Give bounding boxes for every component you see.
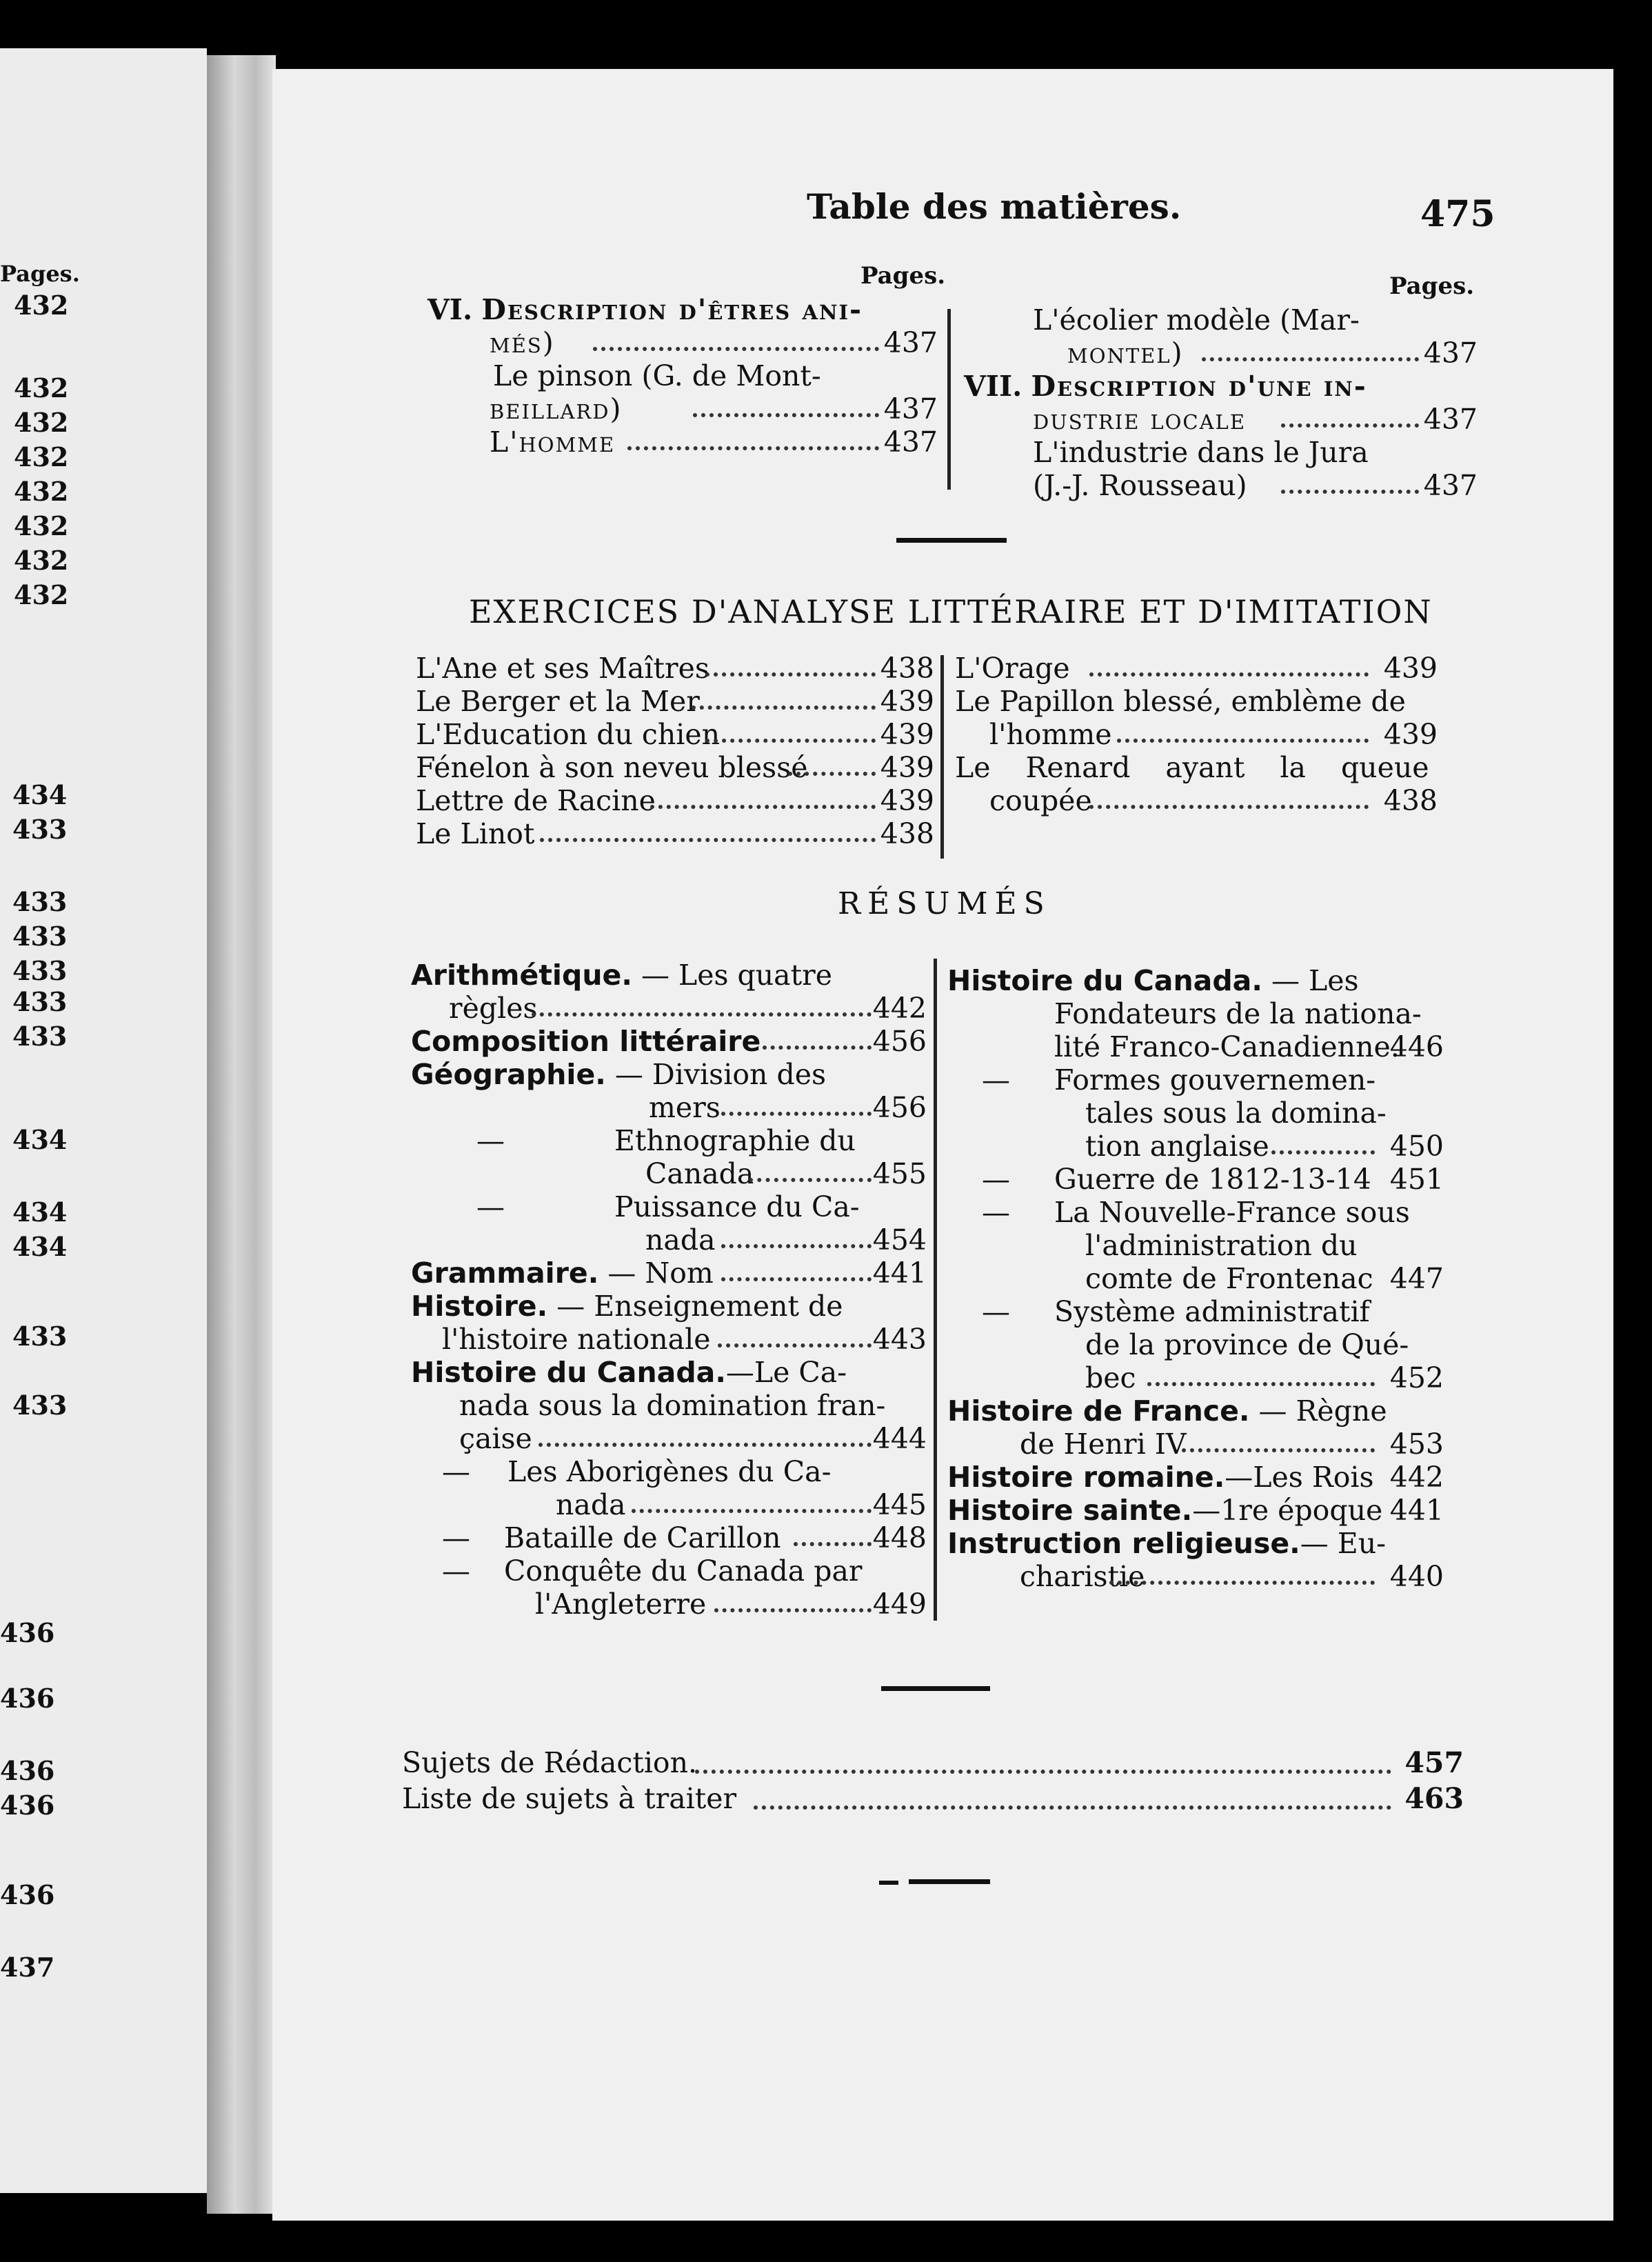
entry-title: Liste de sujets à traiter: [402, 1782, 737, 1815]
page-ref: 439: [880, 784, 934, 817]
entry-title-cont: de la province de Qué-: [1085, 1328, 1409, 1361]
entry-title: L'écolier modèle (Mar-: [1033, 303, 1360, 337]
section-heading-cont: més): [490, 326, 555, 359]
entry-title: Le Berger et la Mer: [416, 685, 700, 718]
entry-title-cont: çaise: [459, 1422, 532, 1455]
entry-title: — Eu-: [1300, 1527, 1386, 1560]
page-ref: 450: [1389, 1130, 1444, 1163]
left-page-number: 434: [12, 1124, 68, 1155]
top-left-column: [427, 293, 938, 459]
entry-title-cont: mers: [649, 1091, 721, 1124]
entry-title: L'Education du chien: [416, 718, 721, 751]
left-page-number: 436: [0, 1879, 55, 1910]
entry-title-cont: beillard): [490, 392, 623, 426]
entry-title: — Les: [1262, 964, 1359, 997]
entry-title-cont: tales sous la domina-: [1085, 1097, 1387, 1130]
entry-title-cont: Canada: [645, 1157, 754, 1190]
exercices-right: [955, 652, 1438, 817]
left-page-number: 432: [14, 510, 69, 541]
page-ref: 438: [1383, 784, 1438, 817]
entry-title: L'homme: [490, 426, 616, 459]
subject-heading: Arithmétique.: [411, 959, 632, 992]
left-page-number: 433: [12, 955, 68, 986]
entry-title-cont: nada: [556, 1488, 626, 1521]
entry-title-cont: tion anglaise: [1085, 1130, 1269, 1163]
left-page-number: 432: [14, 545, 69, 576]
page-ref: 437: [883, 426, 938, 459]
entry-title: Lettre de Racine: [416, 784, 656, 817]
dash: —: [442, 1455, 470, 1488]
entry-title: L'Ane et ses Maîtres: [416, 652, 709, 685]
resumes-right: [947, 964, 1444, 1593]
dash: —: [982, 1295, 1010, 1328]
top-right-column: [964, 303, 1478, 502]
entry-title: Système administratif: [1054, 1295, 1370, 1328]
page-ref: 449: [872, 1588, 927, 1621]
section-number: VI.: [427, 293, 473, 326]
entry-title: — Nom: [598, 1257, 714, 1290]
page-ref: 437: [883, 326, 938, 359]
dash: —: [442, 1554, 470, 1588]
entry-title-cont: comte de Frontenac: [1085, 1262, 1373, 1295]
list-item: [416, 817, 934, 850]
page-ref: 439: [880, 685, 934, 718]
left-page-number: 432: [14, 441, 69, 472]
dash: —: [982, 1063, 1010, 1097]
entry-title: La Nouvelle-France sous: [1054, 1196, 1410, 1229]
left-page-number: 436: [0, 1683, 55, 1714]
subject-heading: Histoire romaine.: [947, 1461, 1225, 1494]
entry-title-cont: l'histoire nationale: [442, 1323, 711, 1356]
left-page-number: 437: [0, 1952, 55, 1983]
left-page-number: 432: [14, 476, 69, 507]
page-ref: 442: [872, 992, 927, 1025]
entry-title: Puissance du Ca-: [614, 1190, 860, 1223]
section-title-resumes: RÉSUMÉS: [838, 886, 1051, 921]
dash: —: [442, 1521, 470, 1554]
entry-title-cont: lité Franco-Canadienne.: [1054, 1030, 1400, 1063]
page-ref: 457: [1404, 1746, 1464, 1779]
exercices-left: [416, 652, 934, 850]
section-heading-cont: dustrie locale: [1033, 403, 1246, 436]
column-divider: [940, 655, 944, 859]
page-ref: 456: [872, 1091, 927, 1124]
subject-heading: Histoire du Canada.: [947, 964, 1262, 997]
page-ref: 440: [1389, 1560, 1444, 1593]
separator-rule: [881, 1686, 990, 1691]
page-ref: 439: [880, 751, 934, 784]
entry-title-cont: règles: [449, 992, 538, 1025]
subject-heading: Grammaire.: [411, 1257, 599, 1290]
entry-title: —1re époque: [1192, 1494, 1383, 1527]
entry-title-cont: charistie: [1020, 1560, 1145, 1593]
page-ref: 437: [883, 392, 938, 426]
page-number: 475: [1420, 193, 1495, 235]
page-ref: 453: [1389, 1428, 1444, 1461]
page-ref: 442: [1389, 1461, 1444, 1494]
page-ref: 437: [1423, 337, 1478, 370]
section-heading: Description d'êtres ani-: [481, 293, 863, 326]
subject-heading: Histoire du Canada.: [411, 1356, 726, 1389]
left-page-number: 433: [12, 814, 68, 845]
left-page-number: 433: [12, 986, 68, 1017]
entry-title: —Le Ca-: [725, 1356, 847, 1389]
page-ref: 439: [1383, 652, 1438, 685]
page-ref: 438: [880, 817, 934, 850]
entry-title-cont: nada sous la domination fran-: [459, 1389, 886, 1422]
left-page-number: 433: [12, 1021, 68, 1052]
left-page: [0, 48, 207, 2193]
entry-title-cont: (J.-J. Rousseau): [1033, 469, 1247, 502]
left-page-number: 436: [0, 1755, 55, 1786]
entry-title: Conquête du Canada par: [504, 1554, 863, 1588]
page-ref: 437: [1423, 403, 1478, 436]
section-title-exercices: EXERCICES D'ANALYSE LITTÉRAIRE ET D'IMITATION: [469, 593, 1433, 630]
end-rule-mark: [879, 1881, 898, 1885]
list-item: [416, 784, 934, 817]
page-ref: 439: [1383, 718, 1438, 751]
list-item: [416, 718, 934, 751]
column-divider: [934, 959, 937, 1621]
page-ref: 444: [872, 1422, 927, 1455]
page-ref: 448: [872, 1521, 927, 1554]
left-page-number: 436: [0, 1790, 55, 1821]
column-divider: [947, 309, 951, 490]
left-page-number: 433: [12, 1390, 68, 1421]
entry-title-cont: de Henri IV: [1020, 1428, 1187, 1461]
entry-title: Sujets de Rédaction.: [402, 1746, 698, 1779]
page-ref: 447: [1389, 1262, 1444, 1295]
page-ref: 452: [1389, 1361, 1444, 1394]
entry-title: —Les Rois: [1225, 1461, 1374, 1494]
left-page-number: 432: [14, 290, 69, 321]
page-ref: 437: [1423, 469, 1478, 502]
entry-title-cont: Fondateurs de la nationa-: [1054, 997, 1422, 1030]
dash: —: [476, 1124, 505, 1157]
section-heading: Description d'une in-: [1031, 370, 1367, 403]
list-item: [416, 751, 934, 784]
entry-title-cont: l'Angleterre: [535, 1588, 707, 1621]
entry-title: Le Linot: [416, 817, 535, 850]
book-gutter: [207, 55, 276, 2214]
entry-title: Le pinson (G. de Mont-: [493, 359, 821, 392]
page-title: Table des matières.: [807, 186, 1182, 227]
left-page-number: 434: [12, 1231, 68, 1262]
entry-title-cont: l'administration du: [1085, 1229, 1358, 1262]
left-page-number: 433: [12, 1321, 68, 1352]
entry-title: Le Renard ayant la queue: [955, 751, 1429, 784]
page-ref: 456: [872, 1025, 927, 1058]
subject-heading: Composition littéraire: [411, 1025, 761, 1058]
entry-title: — Les quatre: [632, 959, 832, 992]
page-ref: 454: [872, 1223, 927, 1257]
left-pages-label: Pages.: [0, 261, 80, 287]
page-ref: 438: [880, 652, 934, 685]
left-page-number: 436: [0, 1617, 55, 1648]
subject-heading: Histoire de France.: [947, 1394, 1250, 1428]
left-page-number: 432: [14, 407, 69, 438]
pages-label-left: Pages.: [860, 262, 946, 290]
left-page-number: 432: [14, 579, 69, 610]
subject-heading: Histoire sainte.: [947, 1494, 1193, 1527]
page-ref: 445: [872, 1488, 927, 1521]
dash: —: [476, 1190, 505, 1223]
entry-title: Fénelon à son neveu blessé: [416, 751, 808, 784]
list-item: [416, 652, 934, 685]
page-ref: 441: [872, 1257, 927, 1290]
entry-title: — Enseignement de: [547, 1290, 843, 1323]
entry-title-cont: nada: [645, 1223, 716, 1257]
left-page-number: 433: [12, 886, 68, 917]
left-page-number: 432: [14, 372, 69, 403]
left-page-number: 434: [12, 1197, 68, 1228]
entry-title-cont: montel): [1067, 337, 1184, 370]
entry-title: — Règne: [1249, 1394, 1387, 1428]
entry-title-cont: bec: [1085, 1361, 1136, 1394]
subject-heading: Instruction religieuse.: [947, 1527, 1300, 1560]
entry-title: L'Orage: [955, 652, 1070, 685]
entry-title: Formes gouvernemen-: [1054, 1063, 1376, 1097]
dash: —: [982, 1196, 1010, 1229]
entry-title: Les Aborigènes du Ca-: [507, 1455, 832, 1488]
entry-title: L'industrie dans le Jura: [1033, 436, 1369, 469]
page-ref: 451: [1389, 1163, 1444, 1196]
pages-label-right: Pages.: [1389, 272, 1475, 300]
left-page-number: 434: [12, 779, 68, 810]
left-page-number: 433: [12, 921, 68, 952]
page-ref: 446: [1389, 1030, 1444, 1063]
entry-title: Guerre de 1812-13-14: [1054, 1163, 1371, 1196]
page-ref: 463: [1404, 1782, 1464, 1815]
subject-heading: Histoire.: [411, 1290, 548, 1323]
dash: —: [982, 1163, 1010, 1196]
entry-title: — Division des: [605, 1058, 826, 1091]
entry-title-cont: l'homme: [989, 718, 1112, 751]
section-number: VII.: [964, 370, 1023, 403]
entry-title-cont: coupée: [989, 784, 1092, 817]
page-ref: 439: [880, 718, 934, 751]
list-item: [416, 685, 934, 718]
entry-title: Le Papillon blessé, emblème de: [955, 685, 1406, 718]
end-rule: [909, 1879, 990, 1884]
bottom-entries: [402, 1746, 1464, 1818]
subject-heading: Géographie.: [411, 1058, 606, 1091]
entry-title: Bataille de Carillon: [504, 1521, 781, 1554]
separator-rule: [896, 538, 1007, 543]
resumes-left: [411, 959, 927, 1621]
entry-title: Ethnographie du: [614, 1124, 856, 1157]
page-ref: 441: [1389, 1494, 1444, 1527]
page-ref: 455: [872, 1157, 927, 1190]
page-ref: 443: [872, 1323, 927, 1356]
